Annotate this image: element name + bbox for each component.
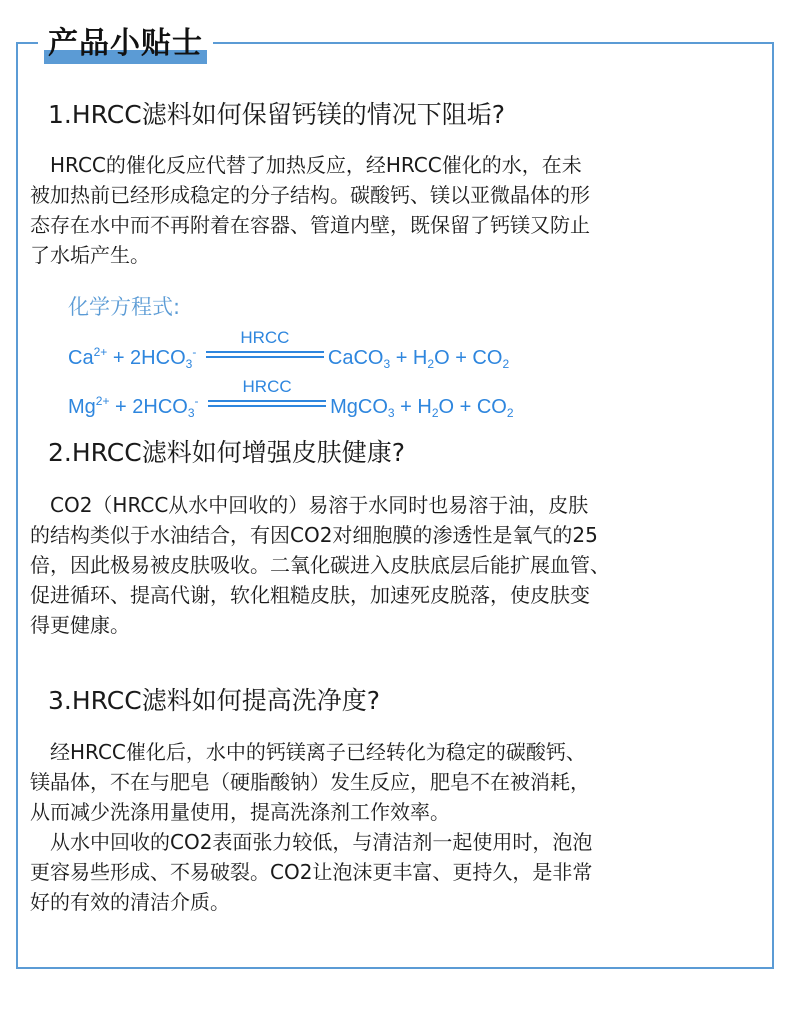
body-line: HRCC的催化反应代替了加热反应，经HRCC催化的水，在未 <box>30 153 582 177</box>
body-line: 得更健康。 <box>30 613 130 637</box>
question-3-body <box>30 737 765 917</box>
body-line: 经HRCC催化后，水中的钙镁离子已经转化为稳定的碳酸钙、 <box>30 740 586 764</box>
question-1-title: 1.HRCC滤料如何保留钙镁的情况下阻垢? <box>48 100 505 129</box>
eq-term: + 2HCO <box>109 396 188 418</box>
eq-sub: 2 <box>502 357 510 371</box>
section-tag <box>38 20 213 68</box>
equals-line <box>208 400 326 402</box>
body-line: 好的有效的清洁介质。 <box>30 890 230 914</box>
body-line: 的结构类似于水油结合，有因CO2对细胞膜的渗透性是氧气的25 <box>30 523 598 547</box>
eq-term: + H <box>390 347 428 369</box>
equals-line <box>208 405 326 407</box>
eq-sup: 2+ <box>93 345 108 359</box>
body-line: CO2（HRCC从水中回收的）易溶于水同时也易溶于油，皮肤 <box>30 493 589 517</box>
eq-term: MgCO <box>330 396 388 418</box>
section-title: 产品小贴士 <box>48 26 203 61</box>
eq-sub: 3 <box>387 406 395 420</box>
eq-term: O + CO <box>434 347 503 369</box>
eq-sup: - <box>192 345 197 359</box>
equation-magnesium <box>68 377 514 428</box>
equations-title: 化学方程式: <box>68 295 181 319</box>
eq-term: O + CO <box>438 396 507 418</box>
equals-line <box>206 351 324 353</box>
body-line: 促进循环、提高代谢，软化粗糙皮肤，加速死皮脱落，使皮肤变 <box>30 583 590 607</box>
body-line: 倍，因此极易被皮肤吸收。二氧化碳进入皮肤底层后能扩展血管、 <box>30 553 610 577</box>
eq-term: + 2HCO <box>107 347 186 369</box>
eq-sub: 3 <box>383 357 391 371</box>
body-line: 从水中回收的CO2表面张力较低，与清洁剂一起使用时，泡泡 <box>30 830 593 854</box>
body-line: 被加热前已经形成稳定的分子结构。碳酸钙、镁以亚微晶体的形 <box>30 183 590 207</box>
eq-term: CaCO <box>327 347 384 369</box>
equals-line <box>206 356 324 358</box>
eq-sub: 3 <box>187 406 195 420</box>
body-line: 镁晶体，不在与肥皂（硬脂酸钠）发生反应，肥皂不在被消耗， <box>30 770 590 794</box>
reaction-condition <box>204 328 326 367</box>
condition-label: HRCC <box>240 328 290 347</box>
eq-sub: 2 <box>427 357 435 371</box>
body-line: 态存在水中而不再附着在容器、管道内壁，既保留了钙镁又防止 <box>30 213 590 237</box>
question-2-title: 2.HRCC滤料如何增强皮肤健康? <box>48 438 405 467</box>
eq-sub: 3 <box>185 357 193 371</box>
eq-term: Mg <box>68 396 96 418</box>
eq-sub: 2 <box>506 406 514 420</box>
question-3-title: 3.HRCC滤料如何提高洗净度? <box>48 686 380 715</box>
question-1-body <box>30 150 765 270</box>
eq-term: Ca <box>68 347 94 369</box>
condition-label: HRCC <box>242 377 292 396</box>
reaction-condition <box>206 377 328 416</box>
body-line: 从而减少洗涤用量使用，提高洗涤剂工作效率。 <box>30 800 450 824</box>
eq-sup: - <box>194 394 199 408</box>
body-line: 更容易些形成、不易破裂。CO2让泡沫更丰富、更持久，是非常 <box>30 860 593 884</box>
eq-sup: 2+ <box>95 394 110 408</box>
eq-sub: 2 <box>431 406 439 420</box>
body-line: 了水垢产生。 <box>30 243 150 267</box>
question-2-body <box>30 490 765 640</box>
eq-term: + H <box>394 396 432 418</box>
